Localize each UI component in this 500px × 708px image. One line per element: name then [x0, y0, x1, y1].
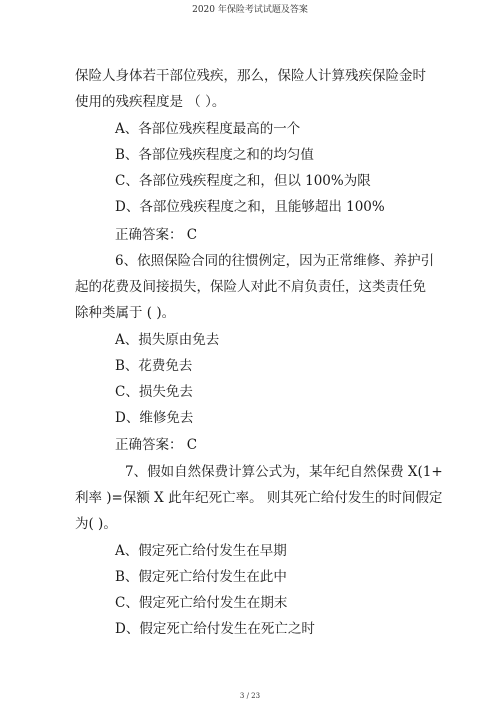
question-stem-line: 保险人身体若干部位残疾，那么，保险人计算残疾保险金时 — [75, 68, 426, 84]
correct-answer: 正确答案： C — [115, 437, 198, 453]
question-stem-line: 6、依照保险合同的往惯例定，因为正常维修、养护引 — [115, 253, 435, 269]
question-stem-line: 起的花费及间接损失，保险人对此不肩负责任，这类责任免 — [75, 279, 426, 295]
option-a: A、假定死亡给付发生在早期 — [115, 543, 287, 559]
option-c: C、损失免去 — [115, 384, 193, 400]
option-d: D、维修免去 — [115, 410, 194, 426]
option-b: B、花费免去 — [115, 358, 193, 374]
question-stem-line: 使用的残疾程度是 （ ）。 — [75, 94, 226, 110]
question-stem-line: 除种类属于 ( )。 — [75, 305, 176, 321]
option-d: D、各部位残疾程度之和，且能够超出 100% — [115, 199, 385, 215]
page-header: 2020 年保险考试试题及答案 — [192, 5, 308, 15]
option-c: C、假定死亡给付发生在期末 — [115, 595, 288, 611]
correct-answer: 正确答案： C — [115, 227, 198, 243]
option-a: A、损失原由免去 — [115, 332, 220, 348]
option-d: D、假定死亡给付发生在死亡之时 — [115, 621, 315, 637]
option-a: A、各部位残疾程度最高的一个 — [115, 121, 301, 137]
page-number: 3 / 23 — [239, 692, 261, 700]
question-stem-line: 7、假如自然保费计算公式为，某年纪自然保费 X(1+ — [125, 464, 443, 480]
question-stem-line: 利率 )=保额 X 此年纪死亡率。 则其死亡给付发生的时间假定 — [75, 490, 443, 506]
option-b: B、各部位残疾程度之和的均匀值 — [115, 147, 314, 163]
option-b: B、假定死亡给付发生在此中 — [115, 569, 287, 585]
question-stem-line: 为( )。 — [75, 516, 117, 532]
option-c: C、各部位残疾程度之和，但以 100%为限 — [115, 173, 371, 189]
